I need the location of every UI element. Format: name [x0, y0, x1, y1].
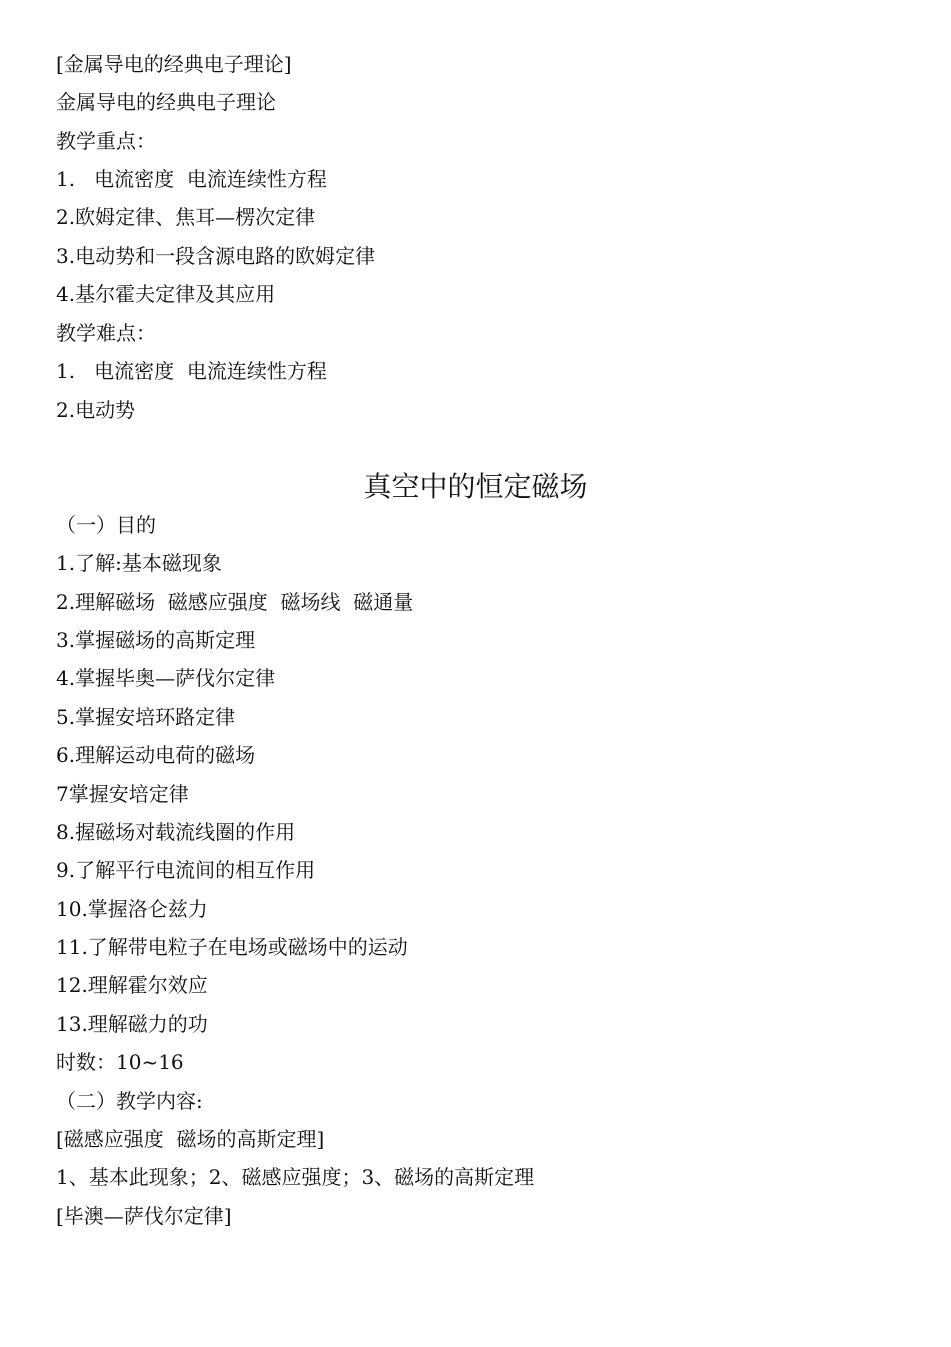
objective-item: 4.掌握毕奥—萨伐尔定律	[56, 666, 276, 690]
key-point-item: 3.电动势和一段含源电路的欧姆定律	[56, 244, 376, 268]
objective-item: 2.理解磁场 磁感应强度 磁场线 磁通量	[56, 590, 414, 614]
objective-item: 1.了解:基本磁现象	[56, 551, 222, 575]
content-heading-bracketed: [磁感应强度 磁场的高斯定理]	[56, 1127, 325, 1151]
content-heading-bracketed: [毕澳—萨伐尔定律]	[56, 1204, 232, 1228]
key-point-item: 2.欧姆定律、焦耳—楞次定律	[56, 205, 316, 229]
difficult-point-item: 2.电动势	[56, 398, 136, 422]
objective-item: 7掌握安培定律	[56, 782, 189, 806]
difficult-point-item: 1. 电流密度 电流连续性方程	[56, 359, 327, 383]
objectives-label: （一）目的	[56, 513, 156, 537]
key-points-label: 教学重点：	[56, 129, 156, 153]
content-label: （二）教学内容:	[56, 1089, 203, 1113]
objective-item: 3.掌握磁场的高斯定理	[56, 628, 256, 652]
objective-item: 13.理解磁力的功	[56, 1012, 208, 1036]
difficult-points-label: 教学难点：	[56, 321, 156, 345]
objective-item: 6.理解运动电荷的磁场	[56, 743, 256, 767]
chapter-title: 真空中的恒定磁场	[363, 470, 588, 503]
section-heading: 金属导电的经典电子理论	[56, 90, 276, 114]
key-point-item: 4.基尔霍夫定律及其应用	[56, 282, 276, 306]
objective-item: 5.掌握安培环路定律	[56, 705, 236, 729]
objective-item: 10.掌握洛仑兹力	[56, 897, 208, 921]
objective-item: 12.理解霍尔效应	[56, 973, 208, 997]
objective-item: 8.握磁场对载流线圈的作用	[56, 820, 296, 844]
content-item: 1、基本此现象；2、磁感应强度；3、磁场的高斯定理	[56, 1165, 535, 1189]
hours-line: 时数：10~16	[56, 1050, 184, 1074]
key-point-item: 1. 电流密度 电流连续性方程	[56, 167, 327, 191]
objective-item: 9.了解平行电流间的相互作用	[56, 858, 316, 882]
section-heading-bracketed: [金属导电的经典电子理论]	[56, 52, 292, 76]
objective-item: 11.了解带电粒子在电场或磁场中的运动	[56, 935, 408, 959]
